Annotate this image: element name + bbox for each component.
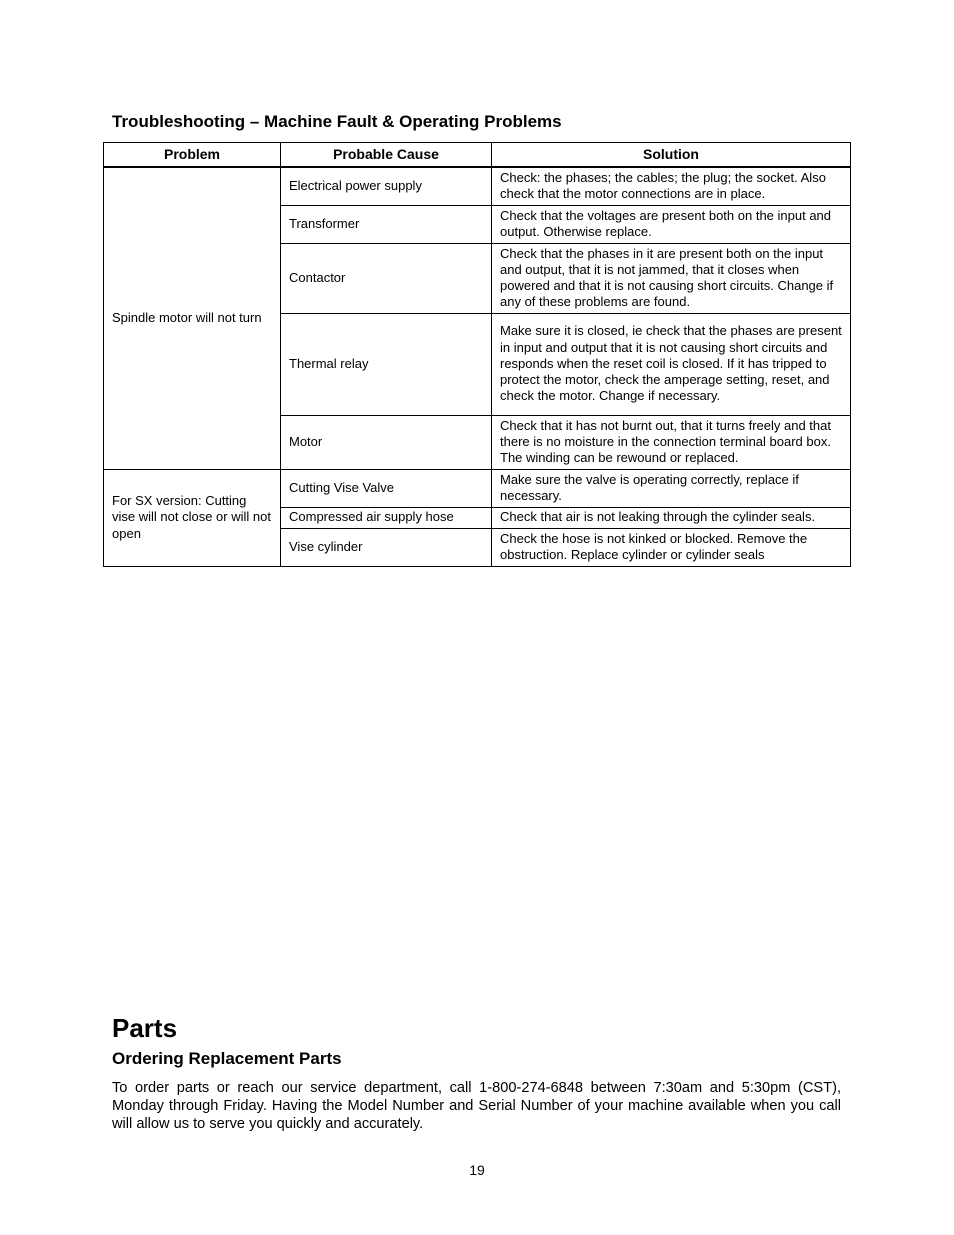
- table-header-row: [104, 143, 851, 168]
- solution-cell: Check that the voltages are present both on the input and output. Otherwise replace.: [492, 205, 851, 243]
- page-number: 19: [469, 1162, 485, 1178]
- cause-cell: Cutting Vise Valve: [281, 469, 492, 507]
- header-problem: Problem: [104, 143, 281, 168]
- parts-heading: Parts: [112, 1013, 178, 1043]
- cause-cell: Vise cylinder: [281, 528, 492, 566]
- troubleshooting-title: Troubleshooting – Machine Fault & Operating Problems: [112, 112, 562, 131]
- header-probable-cause: Probable Cause: [281, 143, 492, 168]
- cause-cell: Compressed air supply hose: [281, 507, 492, 528]
- cause-cell: Electrical power supply: [281, 167, 492, 205]
- cause-cell: Motor: [281, 415, 492, 469]
- cause-cell: Transformer: [281, 205, 492, 243]
- solution-cell: Make sure it is closed, ie check that the phases are present in input and output that it is not causing short circuits and responds when the reset coil is closed. If it has tripped to protect the motor, check the amperage setting, reset, and check the motor. Change if necessary.: [492, 313, 851, 415]
- solution-cell: Check that the phases in it are present both on the input and output, that it is not jammed, that it closes when powered and that it is not causing short circuits. Change if any of these problems are found.: [492, 243, 851, 313]
- cause-cell: Contactor: [281, 243, 492, 313]
- ordering-parts-subheading: Ordering Replacement Parts: [112, 1049, 342, 1068]
- solution-cell: Check that it has not burnt out, that it turns freely and that there is no moisture in the connection terminal board box. The winding can be rewound or replaced.: [492, 415, 851, 469]
- problem-cell: Spindle motor will not turn: [104, 167, 281, 469]
- ordering-parts-paragraph: To order parts or reach our service department, call 1-800-274-6848 between 7:30am and 5:30pm (CST), Monday through Friday. Having the Model Number and Serial Number of your machine available when you call will allow us to serve you quickly and accurately.: [112, 1080, 841, 1133]
- cause-cell: Thermal relay: [281, 313, 492, 415]
- solution-cell: Check the hose is not kinked or blocked. Remove the obstruction. Replace cylinder or cylinder seals: [492, 528, 851, 566]
- header-solution: Solution: [492, 143, 851, 168]
- solution-cell: Check that air is not leaking through the cylinder seals.: [492, 507, 851, 528]
- table-row: [104, 469, 851, 507]
- solution-cell: Check: the phases; the cables; the plug; the socket. Also check that the motor connections are in place.: [492, 167, 851, 205]
- troubleshooting-table: [103, 142, 851, 567]
- table-row: [104, 167, 851, 205]
- problem-cell: For SX version: Cutting vise will not close or will not open: [104, 469, 281, 566]
- solution-cell: Make sure the valve is operating correctly, replace if necessary.: [492, 469, 851, 507]
